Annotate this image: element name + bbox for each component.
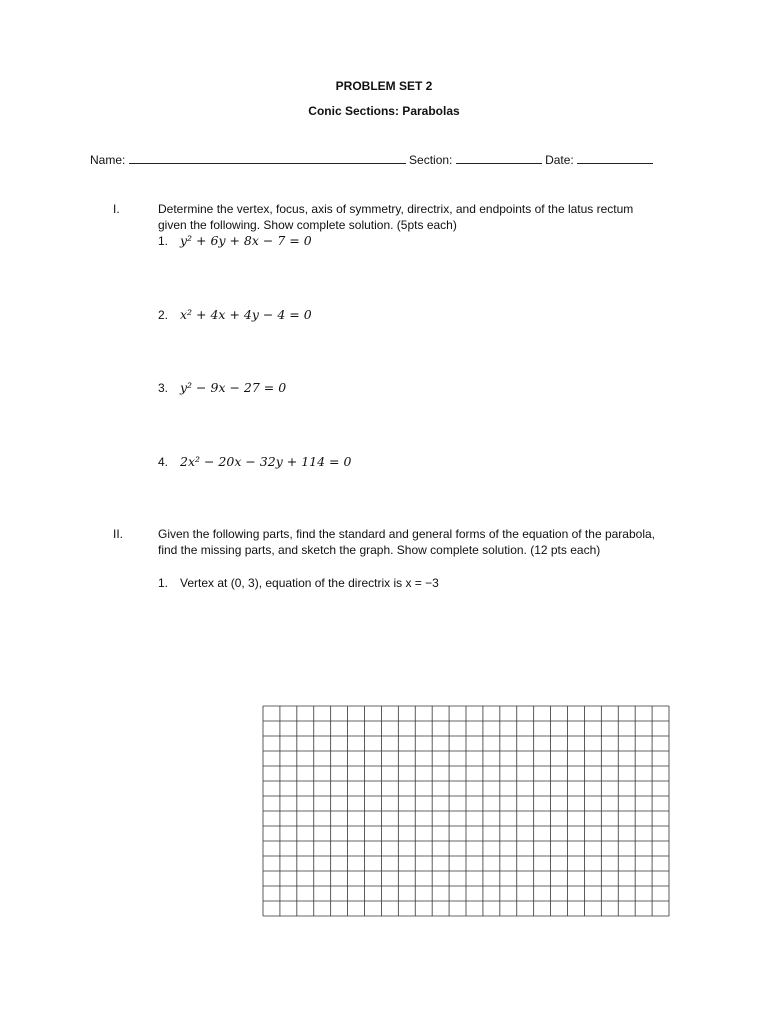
item-text: Vertex at (0, 3), equation of the directrix is x = −3 (180, 576, 439, 590)
date-blank[interactable] (577, 152, 653, 164)
part2-item-1 (158, 576, 439, 591)
section-blank[interactable] (456, 152, 542, 164)
item-number: 1. (158, 234, 169, 248)
item-number: 4. (158, 455, 169, 469)
student-info-line (90, 152, 653, 168)
name-blank[interactable] (129, 152, 406, 164)
part1-numeral: I. (113, 202, 120, 216)
item-equation: y² − 9x − 27 = 0 (180, 380, 287, 395)
section-label: Section: (409, 153, 453, 167)
item-number: 1. (158, 576, 169, 590)
date-label: Date: (545, 153, 574, 167)
item-equation: y² + 6y + 8x − 7 = 0 (180, 233, 312, 248)
item-equation: 2x² − 20x − 32y + 114 = 0 (180, 454, 352, 469)
part2-numeral: II. (113, 527, 124, 541)
page-title: PROBLEM SET 2 (335, 79, 433, 93)
part1-item-3 (158, 380, 286, 396)
part1-item-2 (158, 307, 312, 323)
item-equation: x² + 4x + 4y − 4 = 0 (180, 307, 312, 322)
graph-grid[interactable] (262, 705, 670, 917)
name-label: Name: (90, 153, 126, 167)
item-number: 2. (158, 308, 169, 322)
page-subtitle: Conic Sections: Parabolas (308, 104, 460, 118)
part1-item-1 (158, 233, 312, 249)
grid-paper[interactable] (262, 705, 670, 917)
item-number: 3. (158, 381, 169, 395)
part1-instructions: Determine the vertex, focus, axis of symmetry, directrix, and endpoints of the latus rectum given the following. Show complete solution. (5pts each) (158, 202, 634, 232)
part2-instructions: Given the following parts, find the standard and general forms of the equation of the parabola, find the missing parts, and sketch the graph. Show complete solution. (12 pts each) (158, 527, 655, 557)
part1-item-4 (158, 454, 351, 470)
